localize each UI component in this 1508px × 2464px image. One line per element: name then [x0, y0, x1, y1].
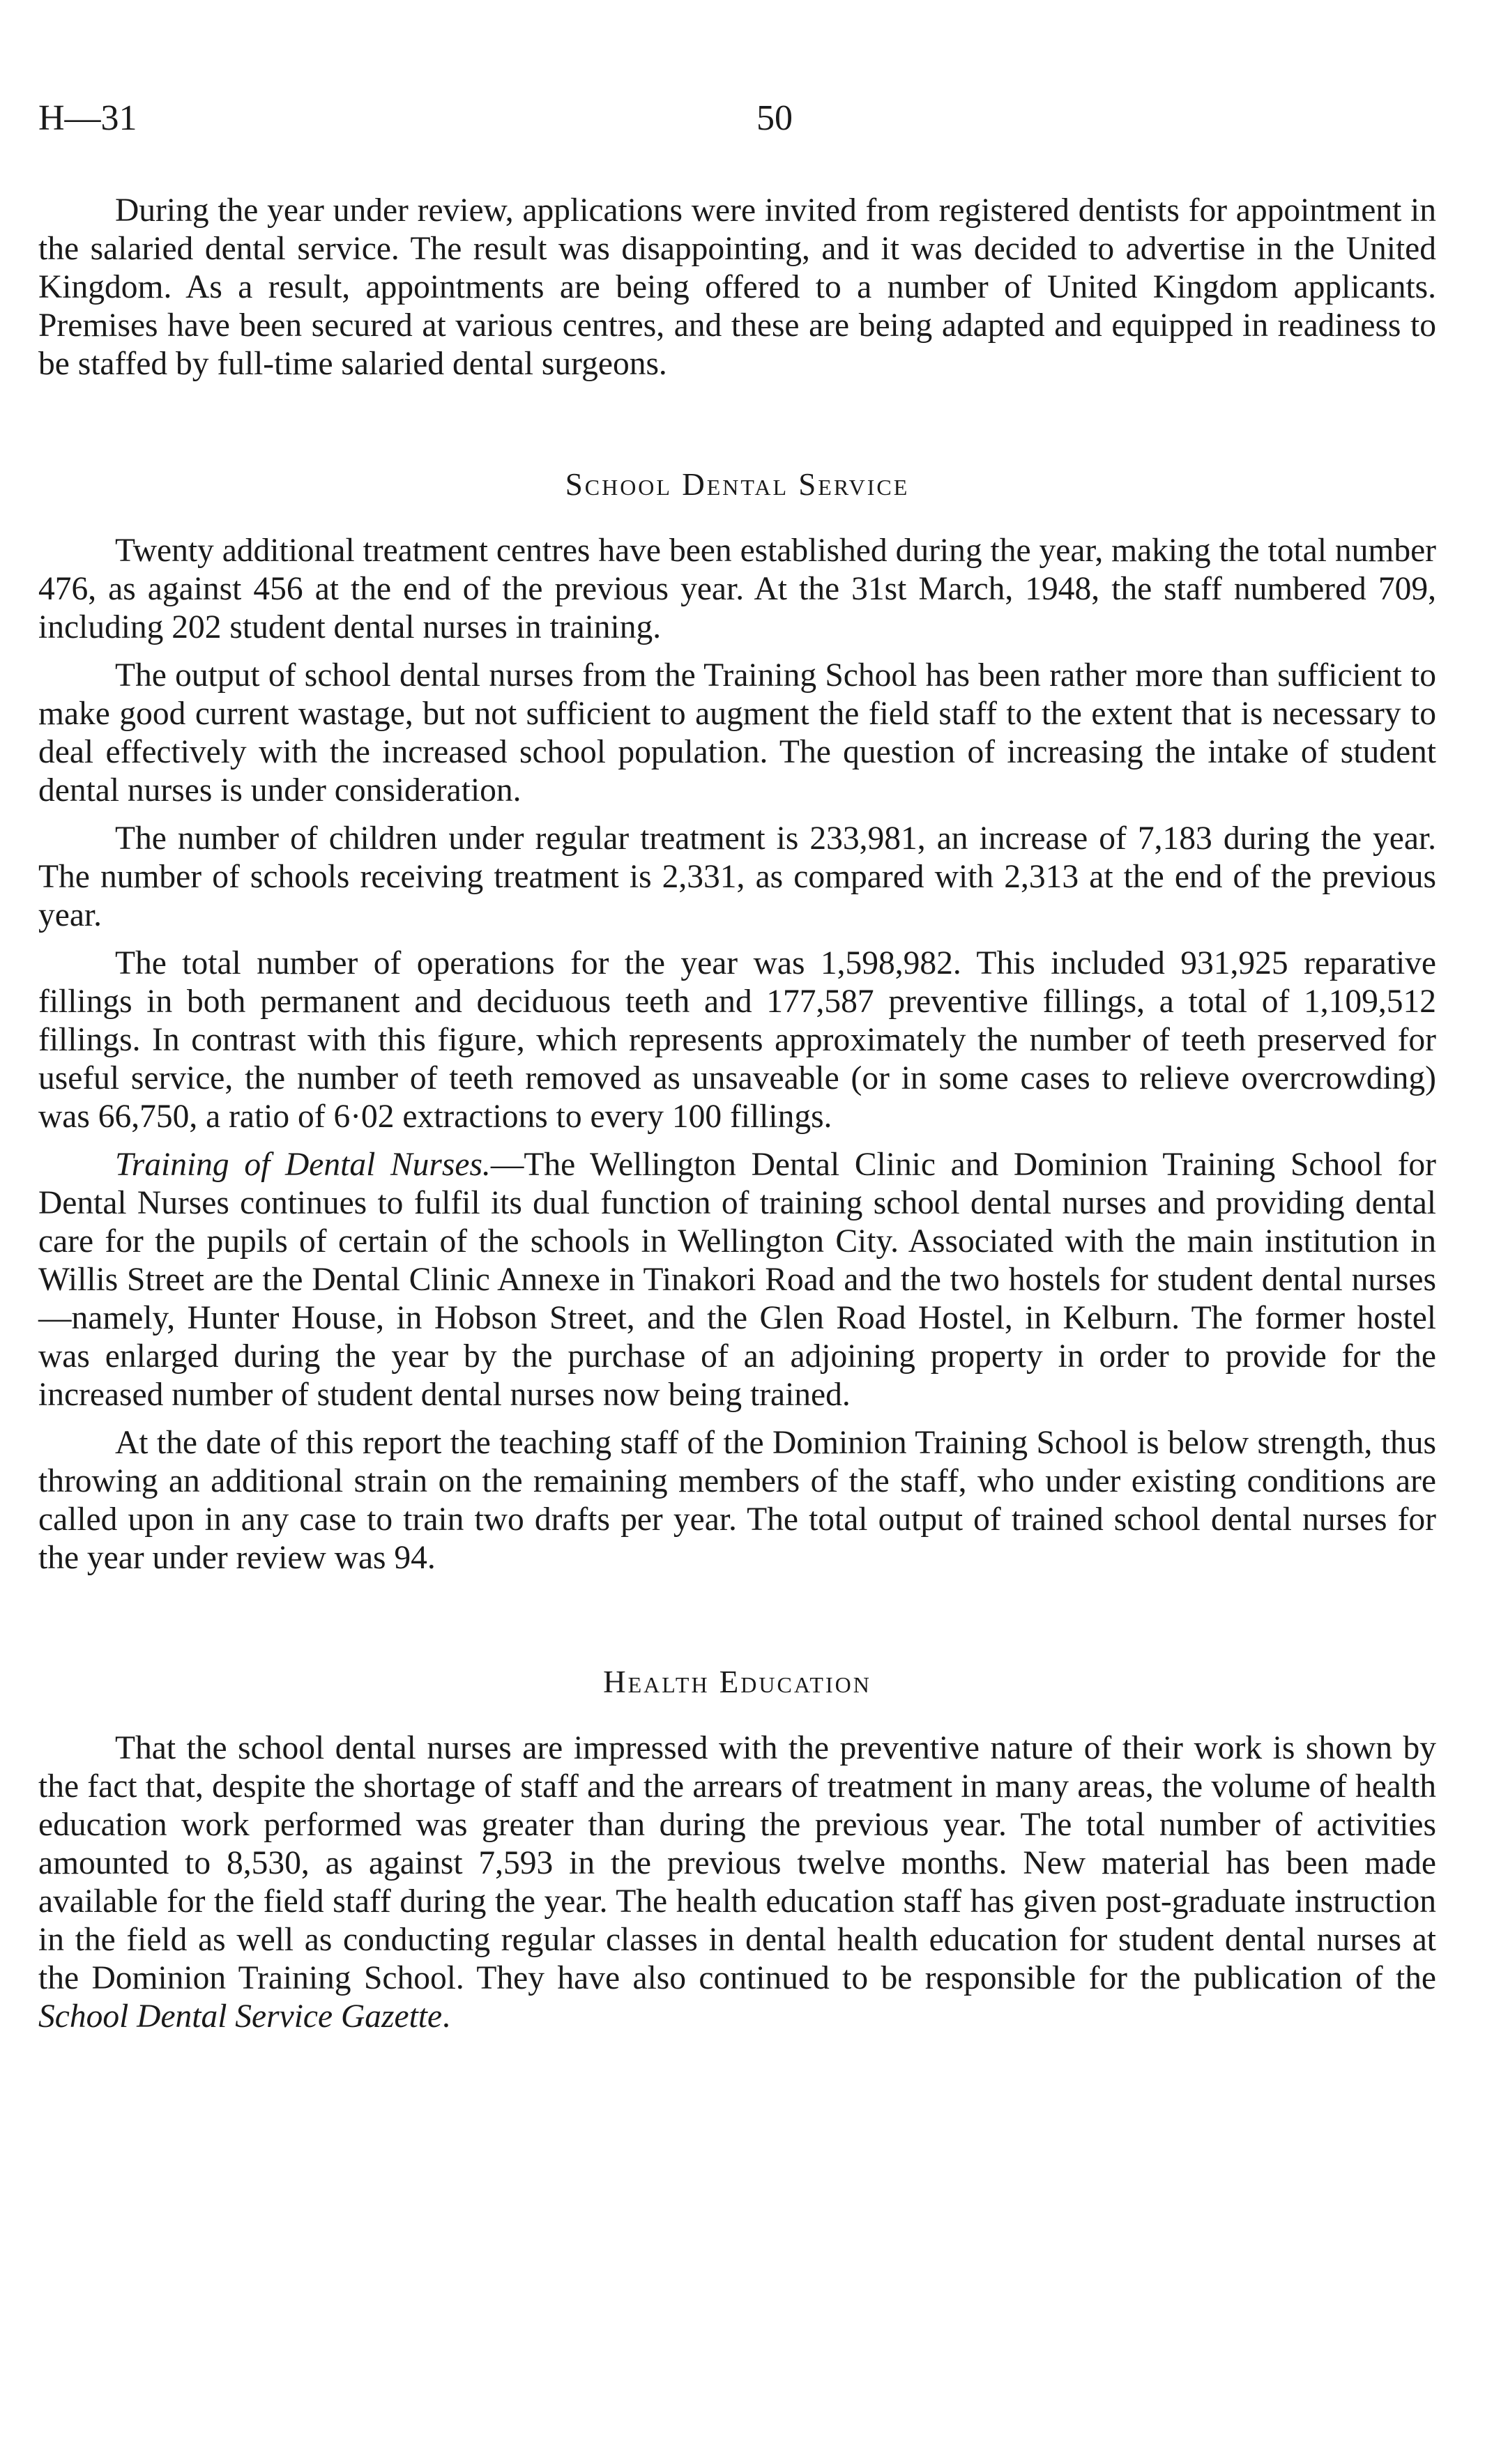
paragraph: The output of school dental nurses from the Training School has been rather more than sufficient to make good current wastage, but not sufficient to augment the field staff to the extent that is necessary to deal effectively with the increased school population. The question of increasing the intake of student dental nurses is under consideration.: [38, 657, 1436, 809]
training-subheading: Training of Dental Nurses.: [115, 1147, 491, 1183]
paragraph-end: .: [442, 1998, 450, 2035]
page-header: [38, 98, 1440, 153]
page-number: 50: [756, 98, 793, 138]
training-paragraph: [38, 1146, 1436, 1414]
health-education-paragraph: [38, 1729, 1436, 2036]
intro-paragraph: During the year under review, applications were invited from registered dentists for appointment in the salaried dental service. The result was disappointing, and it was decided to advertise in the United Kingdom. As a result, appointments are being offered to a number of United Kingdom applicants. Premises have been secured at various centres, and these are being adapted and equipped in readiness to be staffed by full-time salaried dental surgeons.: [38, 192, 1436, 382]
health-education-text: That the school dental nurses are impressed with the preventive nature of their work is shown by the fact that, despite the shortage of staff and the arrears of treatment in many areas, the volume of health education work performed was greater than during the previous year. The total number of activities amounted to 8,530, as against 7,593 in the previous twelve months. New material has been made available for the field staff during the year. The health education staff has given post-graduate instruction in the field as well as conducting regular classes in dental health education for student dental nurses at the Dominion Training School. They have also continued to be responsible for the publication of the: [38, 1730, 1436, 1996]
gazette-title: School Dental Service Gazette: [38, 1998, 443, 2035]
section-heading-health-education: Health Education: [603, 1665, 871, 1699]
staff-paragraph: At the date of this report the teaching staff of the Dominion Training School is below strength, thus throwing an additional strain on the remaining members of the staff, who under existing conditions are called upon in any case to train two drafts per year. The total output of trained school dental nurses for the year under review was 94.: [38, 1425, 1436, 1576]
paragraph: Twenty additional treatment centres have been established during the year, making the total number 476, as against 456 at the end of the previous year. At the 31st March, 1948, the staff numbered 709, including 202 student dental nurses in training.: [38, 533, 1436, 645]
section-heading-school-dental-service: School Dental Service: [565, 467, 910, 502]
paragraph: The number of children under regular treatment is 233,981, an increase of 7,183 during the year. The number of schools receiving treatment is 2,331, as compared with 2,313 at the end of the previous year.: [38, 820, 1436, 933]
paragraph: The total number of operations for the year was 1,598,982. This included 931,925 reparative fillings in both permanent and deciduous teeth and 177,587 preventive fillings, a total of 1,109,512 fillings. In contrast with this figure, which represents approximately the number of teeth preserved for useful service, the number of teeth removed as unsaveable (or in some cases to relieve overcrowding) was 66,750, a ratio of 6·02 extractions to every 100 fillings.: [38, 945, 1436, 1135]
training-text: —The Wellington Dental Clinic and Dominion Training School for Dental Nurses continues to fulfil its dual function of training school dental nurses and providing dental care for the pupils of certain of the schools in Wellington City. Associated with the main institution in Willis Street are the Dental Clinic Annexe in Tinakori Road and the two hostels for student dental nurses—namely, Hunter House, in Hobson Street, and the Glen Road Hostel, in Kelburn. The former hostel was enlarged during the year by the purchase of an adjoining property in order to provide for the increased number of student dental nurses now being trained.: [38, 1147, 1437, 1413]
page-body: [38, 192, 1436, 2046]
document-reference: H—31: [38, 98, 137, 138]
